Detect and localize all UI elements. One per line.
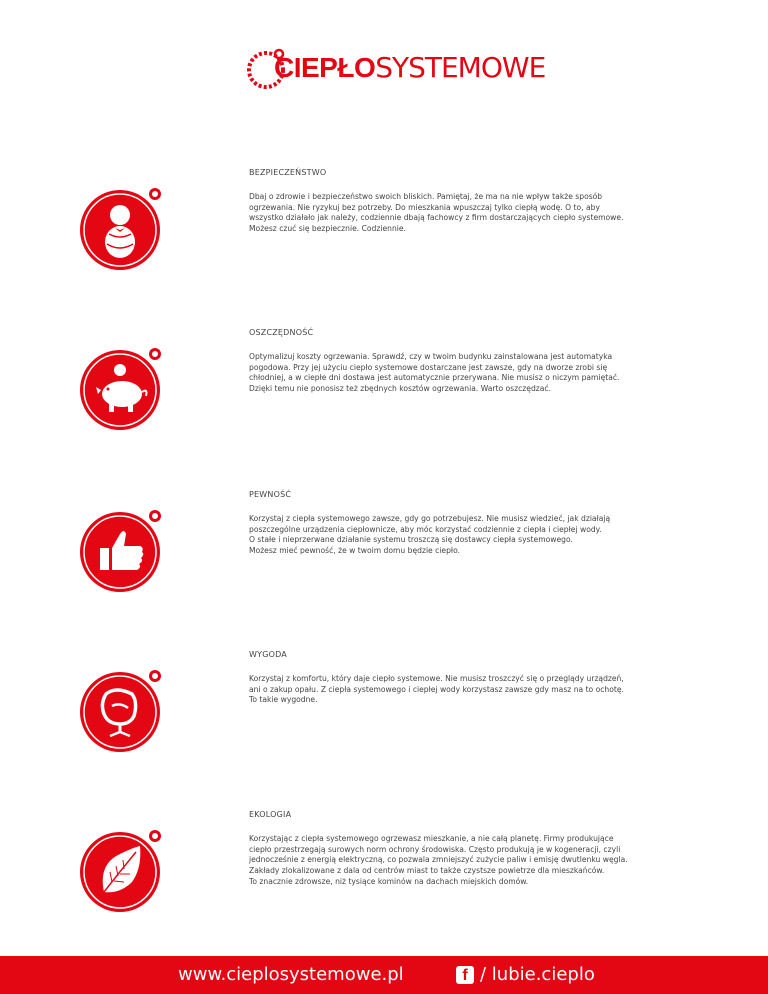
logo [246,46,546,92]
section-line: Zakłady zlokalizowane z dala od centrów miast to także czystsze powietrze dla mieszkańców. [249,866,605,876]
section-wygoda [0,650,768,800]
armchair-icon [76,664,168,756]
baby-icon [76,182,168,274]
section-line: wszystko działało jak należy, codziennie dbają fachowcy z firm dostarczających ciepło systemowe. [249,213,624,223]
logo-bold-text: CIEPŁO [274,52,376,83]
section-title: OSZCZĘDNOŚĆ [249,328,314,337]
website-link[interactable]: www.cieplosystemowe.pl [178,964,404,985]
section-line: To takie wygodne. [249,695,318,705]
facebook-link[interactable] [456,964,595,985]
section-line: Korzystaj z ciepła systemowego zawsze, gdy go potrzebujesz. Nie musisz wiedzieć, jak działają [249,514,611,523]
section-title: PEWNOŚĆ [249,490,292,499]
section-line: Możesz mieć pewność, że w twoim domu będzie ciepło. [249,546,460,556]
section-line: chłodniej, a w ciepłe dni dostawa jest automatycznie przerywana. Nie musisz o niczym pamiętać. [249,373,620,383]
section-title: BEZPIECZEŃSTWO [249,168,327,177]
section-line: poszczególne urządzenia ciepłownicze, aby móc korzystać codziennie z ciepła i ciepłej wody. [249,524,602,534]
section-line: ogrzewania. Nie ryzykuj bez potrzeby. Do mieszkania wpuszczaj tylko ciepłą wodę. O to, aby [249,202,600,212]
section-title: WYGODA [249,650,287,659]
facebook-icon: f [456,966,474,984]
section-line: To znacznie zdrowsze, niż tysiące kominów na dachach miejskich domów. [249,876,529,886]
facebook-handle: / lubie.cieplo [480,964,595,985]
section-body [249,834,689,888]
piggy-bank-icon [76,342,168,434]
section-bezpieczenstwo [0,168,768,318]
section-line: ani o zakup opału. Z ciepła systemowego i ciepłej wody korzystasz zawsze gdy masz na to ochotę. [249,684,624,694]
section-line: O stałe i nieprzerwane działanie systemu troszczą się dostawcy ciepła systemowego. [249,535,573,545]
section-oszczednosc [0,328,768,478]
section-body [249,674,689,706]
section-title: EKOLOGIA [249,810,292,819]
section-pewnosc [0,490,768,640]
section-body [249,514,689,557]
section-line: ciepło przestrzegają surowych norm ochrony środowiska. Często produkują je w kogeneracji, czyli [249,844,621,854]
leaf-icon [76,824,168,916]
thumbs-up-icon [76,504,168,596]
logo-light-text: SYSTEMOWE [375,51,546,84]
section-line: jednocześnie z energią elektryczną, co pozwala zmniejszyć zużycie paliw i emisję dwutlenku węgla. [249,855,628,865]
section-body [249,192,689,235]
section-body [249,352,689,395]
section-line: Dzięki temu nie ponosisz też zbędnych kosztów ogrzewania. Warto oszczędzać. [249,384,552,394]
footer [0,956,768,994]
section-ekologia [0,810,768,960]
section-line: Możesz czuć się bezpiecznie. Codziennie. [249,224,406,234]
section-line: pogodowa. Przy jej użyciu ciepło systemowe dostarczane jest zawsze, gdy na dworze zrobi się [249,362,608,372]
section-line: Korzystaj z komfortu, który daje ciepło systemowe. Nie musisz troszczyć się o przeglądy urządzeń, [249,674,624,683]
section-line: Optymalizuj koszty ogrzewania. Sprawdź, czy w twoim budynku zainstalowana jest automatyka [249,352,613,361]
section-line: Dbaj o zdrowie i bezpieczeństwo swoich bliskich. Pamiętaj, że ma na nie wpływ także sposób [249,192,603,201]
section-line: Korzystając z ciepła systemowego ogrzewasz mieszkanie, a nie całą planetę. Firmy produkujące [249,834,614,843]
